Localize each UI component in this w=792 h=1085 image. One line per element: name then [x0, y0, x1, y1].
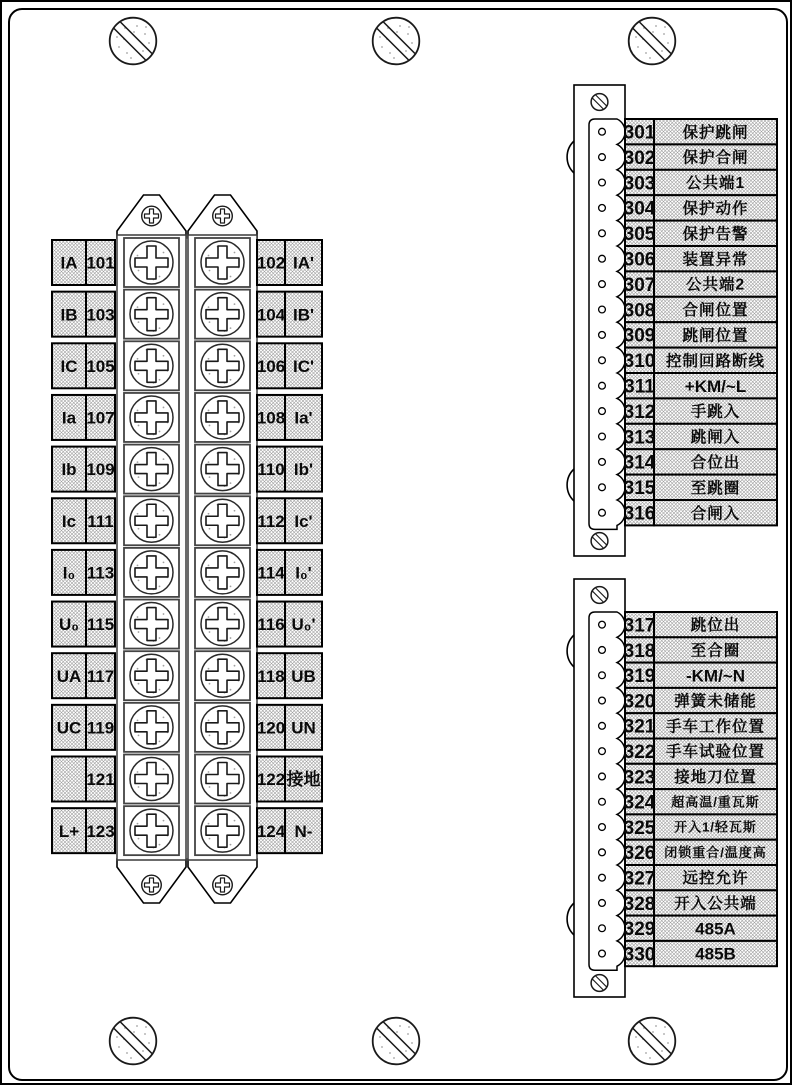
terminal-wiring-diagram [2, 2, 792, 1085]
terminal-name-label: IB' [292, 305, 315, 325]
connector-number: 317 [623, 615, 656, 637]
phillips-screw-icon [130, 809, 173, 852]
connector-number: 323 [623, 767, 656, 789]
connector-number: 301 [623, 122, 656, 144]
pin-hole-icon [599, 205, 606, 212]
connector-number: 305 [623, 224, 656, 246]
connector-row [599, 195, 777, 220]
connector-row [599, 612, 777, 637]
terminal-name-label: UB [291, 666, 316, 686]
terminal-number: 110 [257, 460, 285, 480]
connector-number: 322 [623, 741, 656, 763]
phillips-screw-icon [201, 706, 244, 749]
terminal-name-label: IA [60, 253, 78, 273]
connector-number: 326 [623, 843, 656, 865]
connector-number: 306 [623, 249, 656, 271]
terminal-number: 123 [86, 821, 115, 841]
connector-label: 保护合闸 [682, 149, 749, 167]
connector-number: 328 [623, 893, 656, 915]
phillips-screw-icon [130, 654, 173, 697]
terminal-name-label: Ia' [294, 408, 313, 428]
connector-label: 弹簧未储能 [674, 693, 757, 711]
terminal-number: 116 [257, 615, 285, 635]
connector-number: 315 [623, 478, 656, 500]
connector-number: 304 [623, 198, 656, 220]
connector-row [599, 449, 777, 474]
connector-row [599, 840, 777, 865]
terminal-name-label: U₀ [59, 615, 79, 635]
pin-hole-icon [599, 722, 606, 729]
connector-label: 至合圈 [690, 642, 741, 660]
connector-number: 309 [623, 325, 656, 347]
phillips-screw-icon [130, 499, 173, 542]
terminal-name-label: IA' [292, 253, 315, 273]
pin-hole-icon [599, 900, 606, 907]
terminal-number: 119 [86, 718, 115, 738]
terminal-name-label: N- [294, 821, 313, 841]
terminal-number: 107 [86, 408, 115, 428]
pin-hole-icon [599, 773, 606, 780]
connector-label: 保护跳闸 [682, 124, 749, 142]
connector-row [599, 373, 777, 398]
connector-row [599, 271, 777, 296]
terminal-name-label: Ib' [293, 460, 314, 480]
phillips-screw-icon [201, 396, 244, 439]
connector-body [589, 119, 625, 529]
connector-row [599, 890, 777, 915]
pin-hole-icon [599, 459, 606, 466]
connector-label: +KM/~L [684, 376, 747, 396]
terminal-number: 101 [86, 253, 115, 273]
connector-label: 公共端1 [685, 175, 746, 193]
connector-row [599, 348, 777, 373]
connector-number: 316 [623, 503, 656, 525]
pin-hole-icon [599, 382, 606, 389]
terminal-number: 117 [86, 666, 115, 686]
connector-row [599, 789, 777, 814]
phillips-screw-icon [201, 551, 244, 594]
connector-row [599, 500, 777, 525]
connector-label: 手跳入 [690, 403, 741, 421]
phillips-screw-icon [201, 293, 244, 336]
connector-number: 330 [623, 944, 656, 966]
phillips-screw-icon [130, 241, 173, 284]
connector-row [599, 246, 777, 271]
terminal-name-label: UC [56, 718, 82, 738]
connector-row [599, 221, 777, 246]
terminal-name-label: I₀' [295, 563, 312, 583]
connector-number: 314 [623, 452, 656, 474]
terminal-name-label: L+ [58, 821, 80, 841]
phillips-screw-icon [201, 448, 244, 491]
pin-hole-icon [599, 647, 606, 654]
connector-number: 312 [623, 401, 656, 423]
terminal-name-label: UA [56, 666, 82, 686]
terminal-number: 106 [256, 356, 286, 376]
terminal-number: 113 [86, 563, 115, 583]
pin-hole-icon [599, 357, 606, 364]
connector-label: 合闸位置 [682, 302, 749, 320]
connector-number: 308 [623, 300, 656, 322]
connector-row [599, 322, 777, 347]
connector-number: 311 [624, 376, 655, 398]
phillips-screw-icon [130, 396, 173, 439]
pin-hole-icon [599, 824, 606, 831]
pin-hole-icon [599, 672, 606, 679]
connector-number: 329 [623, 919, 656, 941]
connector-label: 装置异常 [682, 251, 749, 269]
connector-label: 485B [695, 944, 736, 964]
connector-label: 接地刀位置 [674, 769, 757, 787]
terminal-number: 121 [86, 770, 115, 790]
phillips-screw-icon [201, 758, 244, 801]
terminal-name-label: Ib [61, 460, 77, 480]
phillips-screw-icon [130, 706, 173, 749]
connector-number: 313 [623, 427, 656, 449]
phillips-screw-icon [130, 448, 173, 491]
upper-connector [567, 85, 777, 556]
terminal-name-label: 接地 [286, 770, 321, 790]
terminal-name-label: U₀' [291, 615, 316, 635]
terminal-number: 120 [256, 718, 286, 738]
phillips-screw-icon [130, 603, 173, 646]
connector-number: 307 [623, 274, 656, 296]
connector-row [599, 916, 777, 941]
phillips-screw-icon [201, 603, 244, 646]
terminal-name-label: IB [60, 305, 78, 325]
terminal-name-label: IC' [292, 356, 315, 376]
connector-label: 合闸入 [690, 505, 741, 523]
pin-hole-icon [599, 306, 606, 313]
connector-number: 310 [623, 351, 656, 373]
connector-number: 327 [623, 868, 656, 890]
phillips-screw-icon [130, 293, 173, 336]
phillips-screw-icon [130, 758, 173, 801]
pin-hole-icon [599, 509, 606, 516]
phillips-screw-icon [201, 809, 244, 852]
terminal-name-label: Ia [61, 408, 77, 428]
pin-hole-icon [599, 874, 606, 881]
connector-label: 跳闸入 [690, 429, 741, 447]
phillips-screw-small-icon [213, 206, 233, 226]
connector-row [599, 764, 777, 789]
terminal-name-label: I₀ [62, 563, 76, 583]
terminal-number: 108 [256, 408, 286, 428]
connector-label: 闭锁重合/温度高 [664, 845, 767, 861]
phillips-screw-icon [130, 344, 173, 387]
connector-label: 开入1/轻瓦斯 [674, 819, 757, 835]
terminal-number: 118 [257, 666, 285, 686]
pin-hole-icon [599, 332, 606, 339]
connector-label: 公共端2 [685, 276, 746, 294]
connector-label: 跳位出 [690, 617, 741, 635]
connector-label: 超高温/重瓦斯 [671, 794, 760, 810]
terminal-name-label: IC [60, 356, 78, 376]
connector-row [599, 688, 777, 713]
terminal-number: 122 [256, 770, 286, 790]
pin-hole-icon [599, 925, 606, 932]
pin-hole-icon [599, 798, 606, 805]
pin-hole-icon [599, 484, 606, 491]
pin-hole-icon [599, 255, 606, 262]
connector-number: 318 [623, 640, 656, 662]
connector-row [599, 739, 777, 764]
connector-row [599, 814, 777, 839]
pin-hole-icon [599, 230, 606, 237]
terminal-number: 115 [86, 615, 115, 635]
connector-label: 开入公共端 [674, 895, 757, 913]
pin-hole-icon [599, 179, 606, 186]
connector-label: 手车试验位置 [665, 743, 766, 761]
terminal-number: 102 [256, 253, 286, 273]
terminal-number: 103 [86, 305, 115, 325]
phillips-screw-icon [130, 551, 173, 594]
pin-hole-icon [599, 849, 606, 856]
terminal-number: 105 [86, 356, 115, 376]
connector-row [599, 713, 777, 738]
connector-label: -KM/~N [685, 666, 746, 686]
terminal-number: 124 [256, 821, 286, 841]
pin-hole-icon [599, 748, 606, 755]
connector-label: 保护告警 [682, 225, 749, 243]
connector-number: 324 [623, 792, 656, 814]
phillips-screw-small-icon [142, 875, 162, 895]
connector-row [599, 144, 777, 169]
connector-row [599, 475, 777, 500]
connector-body [589, 612, 625, 970]
connector-label: 手车工作位置 [665, 718, 766, 736]
connector-label: 至跳圈 [690, 479, 741, 497]
pin-hole-icon [599, 697, 606, 704]
connector-row [599, 297, 777, 322]
terminal-name-label: Ic' [294, 511, 313, 531]
connector-label: 485A [695, 919, 736, 939]
terminal-name-label: UN [291, 718, 316, 738]
phillips-screw-icon [201, 499, 244, 542]
connector-label: 远控允许 [682, 870, 749, 888]
pin-hole-icon [599, 621, 606, 628]
pin-hole-icon [599, 950, 606, 957]
terminal-number: 111 [87, 511, 114, 531]
connector-number: 303 [623, 173, 656, 195]
connector-row [599, 637, 777, 662]
pin-hole-icon [599, 128, 606, 135]
phillips-screw-small-icon [142, 206, 162, 226]
terminal-number: 109 [86, 460, 115, 480]
connector-number: 320 [623, 691, 656, 713]
connector-row [599, 663, 777, 688]
connector-label: 合位出 [690, 454, 741, 472]
terminal-number: 114 [257, 563, 285, 583]
connector-row [599, 424, 777, 449]
phillips-screw-icon [201, 654, 244, 697]
connector-number: 302 [623, 147, 656, 169]
connector-row [599, 941, 777, 966]
connector-row [599, 119, 777, 144]
connector-number: 321 [623, 716, 656, 738]
phillips-screw-icon [201, 241, 244, 284]
connector-label: 控制回路断线 [665, 352, 766, 370]
lower-connector [567, 579, 777, 997]
connector-row [599, 170, 777, 195]
phillips-screw-small-icon [213, 875, 233, 895]
connector-label: 跳闸位置 [682, 327, 749, 345]
connector-row [599, 398, 777, 423]
connector-label: 保护动作 [682, 200, 749, 218]
pin-hole-icon [599, 281, 606, 288]
terminal-name-label: Ic [61, 511, 77, 531]
pin-hole-icon [599, 408, 606, 415]
terminal-number: 112 [257, 511, 285, 531]
pin-hole-icon [599, 154, 606, 161]
phillips-screw-icon [201, 344, 244, 387]
connector-number: 325 [623, 817, 656, 839]
connector-row [599, 865, 777, 890]
pin-hole-icon [599, 433, 606, 440]
terminal-number: 104 [256, 305, 286, 325]
connector-number: 319 [623, 666, 656, 688]
